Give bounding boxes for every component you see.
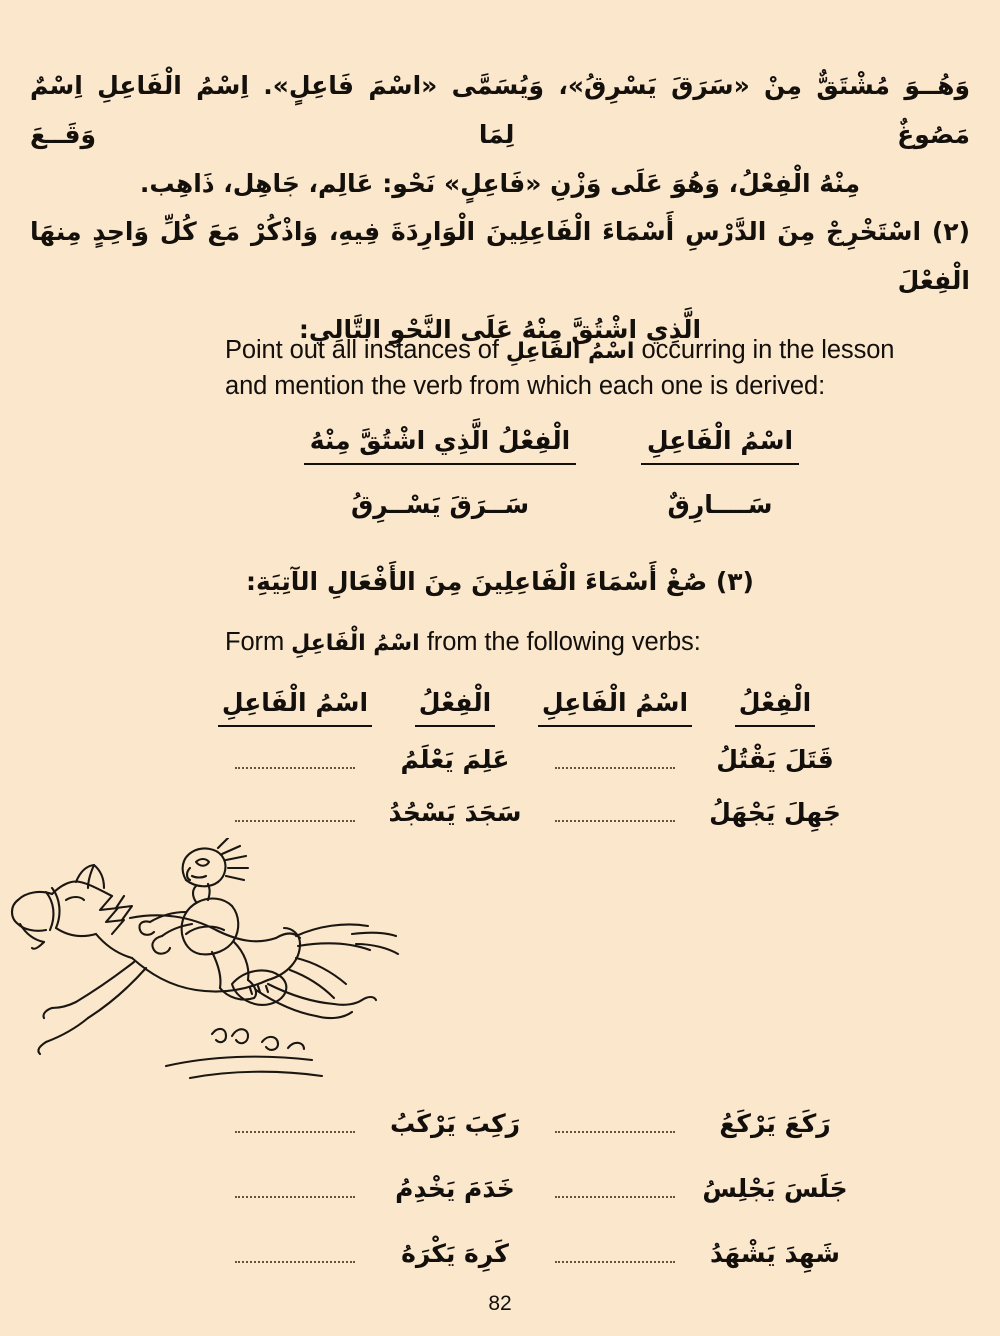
exercise-2-table [300, 424, 860, 522]
verb-cell: رَكَعَ يَرْكَعُ [719, 1109, 831, 1138]
answer-blank[interactable] [215, 1170, 375, 1209]
exercise-3-inline-arabic-term: اسْمُ الْفَاعِلِ [291, 631, 420, 656]
page-number: 82 [488, 1292, 512, 1315]
intro-paragraph [30, 62, 970, 208]
exercise-3-english-instruction [225, 624, 925, 660]
dotted-blank-line[interactable] [555, 1117, 675, 1133]
answer-blank[interactable] [535, 794, 695, 833]
dotted-blank-line[interactable] [235, 806, 355, 822]
verb-cell: جَهِلَ يَجْهَلُ [709, 797, 841, 827]
verb-cell: رَكِبَ يَرْكَبُ [389, 1109, 521, 1138]
dotted-blank-line[interactable] [555, 753, 675, 769]
exercise-2-english-suffix: occurring in the lesson and mention the verb from which each one is derived: [225, 336, 895, 401]
intro-paragraph-line-2: مِنْهُ الْفِعْلُ، وَهُوَ عَلَى وَزْنِ «فَاعِلٍ» نَحْو: عَالِم، جَاهِل، ذَاهِب. [139, 168, 861, 198]
dotted-blank-line[interactable] [555, 806, 675, 822]
exercise-3-header-ism-right: اسْمُ الْفَاعِلِ [535, 686, 695, 727]
exercise-2-header-source-verb: الْفِعْلُ الَّذِي اشْتُقَّ مِنْهُ [300, 424, 580, 465]
dotted-blank-line[interactable] [235, 753, 355, 769]
verb-cell: خَدَمَ يَخْدِمُ [395, 1173, 515, 1203]
dotted-blank-line[interactable] [235, 1182, 355, 1198]
answer-blank[interactable] [535, 1170, 695, 1209]
table-row [300, 487, 860, 522]
answer-blank[interactable] [535, 741, 695, 780]
answer-blank[interactable] [215, 1235, 375, 1274]
table-row [215, 1170, 855, 1209]
table-row [215, 1105, 855, 1144]
dotted-blank-line[interactable] [235, 1247, 355, 1263]
answer-blank[interactable] [535, 1105, 695, 1144]
verb-cell: عَلِمَ يَعْلَمُ [400, 744, 510, 774]
table-row [215, 1235, 855, 1274]
answer-blank[interactable] [215, 741, 375, 780]
answer-blank[interactable] [215, 794, 375, 833]
answer-blank[interactable] [535, 1235, 695, 1274]
dotted-blank-line[interactable] [555, 1182, 675, 1198]
table-row [215, 794, 855, 833]
exercise-2-arabic-line-2: الَّذِي اشْتُقَّ مِنْهُ عَلَى النَّحْوِ التَّالِي: [298, 314, 702, 344]
verb-cell: جَلَسَ يَجْلِسُ [702, 1173, 848, 1203]
exercise-3-table-upper [215, 686, 855, 832]
dotted-blank-line[interactable] [555, 1247, 675, 1263]
exercise-2-inline-arabic-term: اسْمُ الفَاعِلِ [505, 339, 635, 364]
horse-rider-illustration [0, 838, 420, 1088]
exercise-3-header-ism-left: اسْمُ الْفَاعِلِ [215, 686, 375, 727]
exercise-3-english-prefix: Form [225, 628, 292, 656]
exercise-2-header-ism-al-fail: اسْمُ الْفَاعِلِ [580, 424, 860, 465]
exercise-3-english-suffix: from the following verbs: [419, 628, 701, 656]
exercise-3-header-verb-left: الْفِعْلُ [375, 686, 535, 727]
verb-cell: شَهِدَ يَشْهَدُ [709, 1238, 840, 1268]
verb-cell: قَتَلَ يَقْتُلُ [716, 744, 834, 774]
answer-blank[interactable] [215, 1105, 375, 1144]
intro-paragraph-line-1: وَهُــوَ مُشْتَقٌّ مِنْ «سَرَقَ يَسْرِقُ»، وَيُسَمَّى «اسْمَ فَاعِلٍ». اِسْمُ الْفَاعِلِ اِسْمٌ مَصُوغٌ لِمَا وَقَــعَ [30, 71, 970, 149]
exercise-2-table-header-row [300, 424, 860, 465]
verb-cell: سَجَدَ يَسْجُدُ [388, 797, 522, 827]
exercise-2-english-instruction [225, 332, 925, 404]
exercise-2-cell-ism-al-fail: سَــــارِقٌ [667, 489, 773, 519]
exercise-2-cell-source-verb: سَــرَقَ يَسْــرِقُ [350, 489, 530, 519]
table-row [215, 741, 855, 780]
exercise-3-header-verb-right: الْفِعْلُ [695, 686, 855, 727]
horse-rider-line-art-icon [0, 838, 420, 1088]
verb-cell: كَرِهَ يَكْرَهُ [401, 1238, 509, 1268]
exercise-3-arabic-heading: (٣) صُغْ أَسْمَاءَ الْفَاعِلِينَ مِنَ الأَفْعَالِ الآتِيَةِ: [246, 567, 754, 596]
exercise-3-table-lower [215, 1105, 855, 1299]
dotted-blank-line[interactable] [235, 1117, 355, 1133]
exercise-3-table-header-row [215, 686, 855, 727]
exercise-2-english-prefix: Point out all instances of [225, 336, 506, 364]
exercise-2-arabic-line-1: (٢) اسْتَخْرِجْ مِنَ الدَّرْسِ أَسْمَاءَ الْفَاعِلِينَ الْوَارِدَةَ فِيهِ، وَاذْكُرْ مَعَ كُلِّ وَاحِدٍ مِنهَا الْفِعْلَ [30, 217, 970, 295]
